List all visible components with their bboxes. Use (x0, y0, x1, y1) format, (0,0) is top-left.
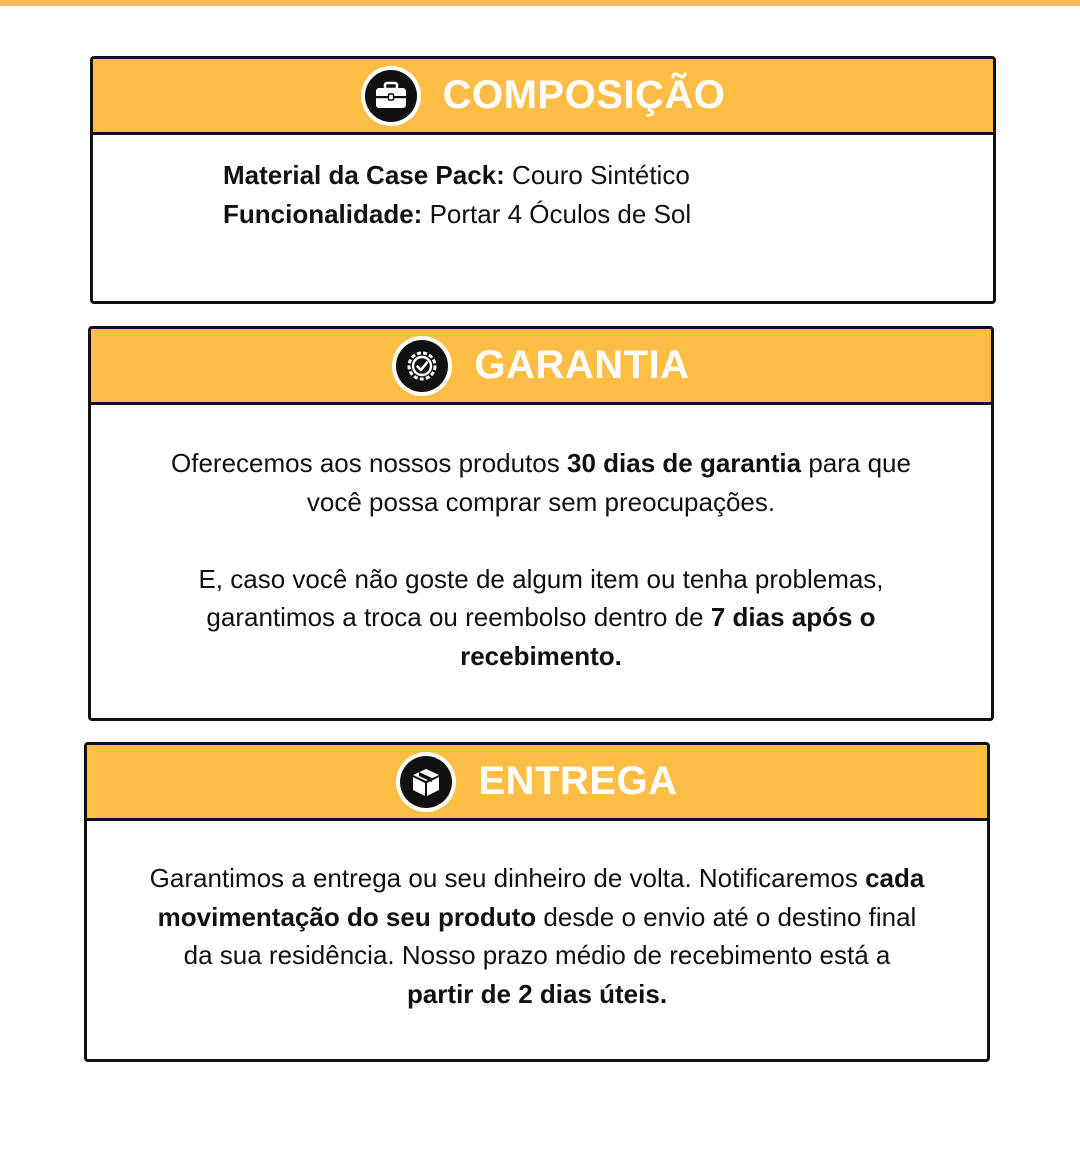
garantia-header (91, 329, 991, 405)
composicao-title: COMPOSIÇÃO (442, 73, 726, 117)
top-accent-bar (0, 0, 1080, 6)
garantia-paragraph-1 (141, 444, 941, 521)
entrega-text-1: Garantimos a entrega ou seu dinheiro de volta. Notificaremos (149, 863, 866, 893)
paragraph-gap (141, 521, 941, 560)
garantia-p2-bold: 7 dias após o recebimento. (460, 602, 876, 671)
composicao-body (93, 135, 993, 233)
funcionalidade-label: Funcionalidade: (223, 198, 423, 229)
composicao-line-funcionalidade (223, 195, 993, 234)
garantia-body (91, 405, 991, 675)
briefcase-icon (361, 66, 421, 126)
badge-check-icon (392, 336, 452, 396)
material-label: Material da Case Pack: (223, 160, 505, 190)
entrega-body (87, 821, 987, 1013)
material-value: Couro Sintético (504, 160, 690, 190)
garantia-title: GARANTIA (474, 343, 690, 387)
garantia-card (88, 326, 994, 721)
entrega-paragraph (147, 859, 927, 1013)
package-icon (396, 752, 456, 812)
entrega-text-2: desde o envio até o destino final da sua residência. Nosso prazo médio de recebimento está a (183, 901, 917, 970)
garantia-p1-bold: 30 dias de garantia (567, 448, 802, 478)
composicao-header (93, 59, 993, 135)
entrega-header (87, 745, 987, 821)
garantia-p1-text: Oferecemos aos nossos produtos (171, 448, 567, 478)
composicao-card (90, 56, 996, 304)
garantia-p2-text: E, caso você não goste de algum item ou tenha problemas, garantimos a troca ou reembolso dentro de (198, 563, 884, 632)
composicao-line-material (223, 156, 993, 195)
garantia-p1-text-end: para que você possa comprar sem preocupações. (306, 448, 911, 517)
entrega-card (84, 742, 990, 1062)
entrega-bold-2: partir de 2 dias úteis. (406, 978, 668, 1009)
entrega-bold-1: cada movimentação do seu produto (157, 863, 925, 932)
garantia-paragraph-2 (141, 560, 941, 676)
entrega-title: ENTREGA (478, 759, 678, 803)
funcionalidade-value: Portar 4 Óculos de Sol (422, 198, 692, 229)
